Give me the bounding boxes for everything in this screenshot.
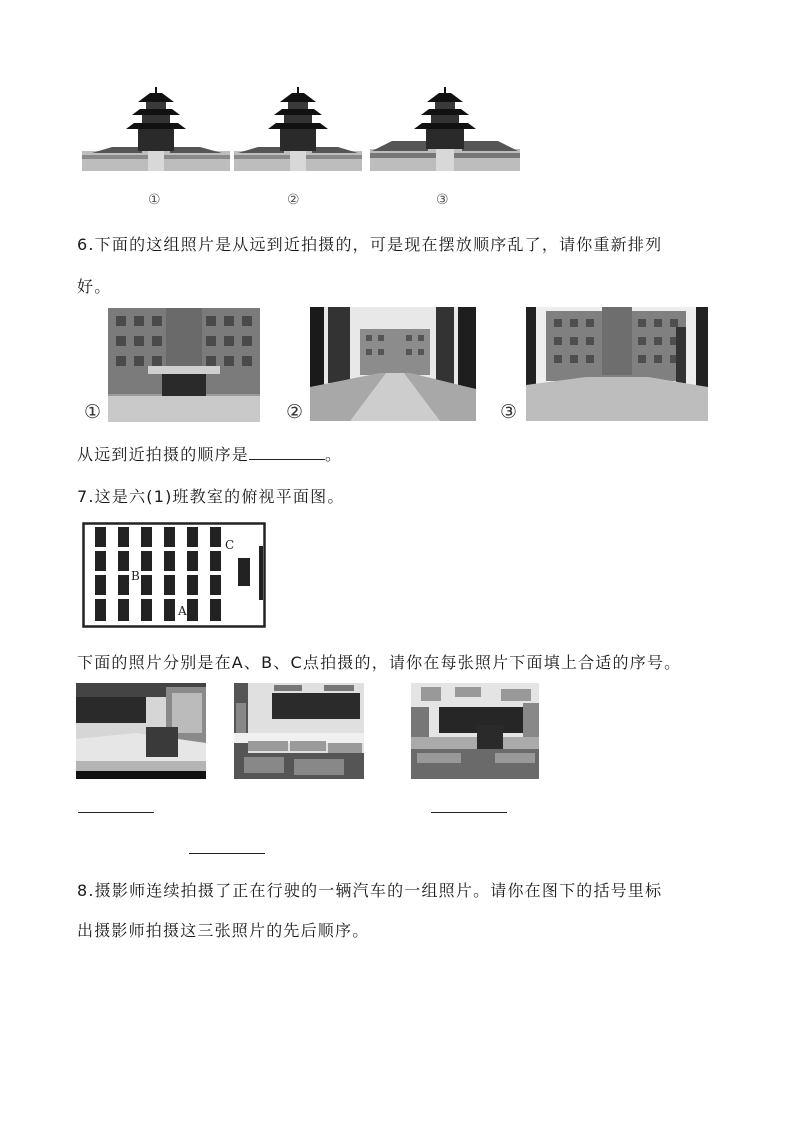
building-label-1: ① bbox=[84, 401, 102, 423]
plan-point-c: C bbox=[225, 538, 235, 552]
temple-label-1: ① bbox=[148, 192, 161, 208]
temple-label-2: ② bbox=[287, 192, 300, 208]
building-label-2: ② bbox=[286, 401, 304, 423]
q8-text-line1: 8.摄影师连续拍摄了正在行驶的一辆汽车的一组照片。请你在图下的括号里标 bbox=[77, 881, 663, 900]
building-photo-3 bbox=[526, 307, 708, 421]
q6-text-line2: 好。 bbox=[77, 277, 112, 296]
q8-text-line2: 出摄影师拍摄这三张照片的先后顺序。 bbox=[77, 921, 370, 940]
q7-answer-blank-3[interactable] bbox=[431, 812, 507, 813]
plan-point-b: B bbox=[131, 569, 140, 583]
q6-answer-suffix: 。 bbox=[325, 445, 343, 464]
temple-photo-2 bbox=[234, 85, 362, 171]
classroom-floor-plan bbox=[82, 522, 266, 628]
temple-photo-3 bbox=[370, 85, 520, 171]
temple-label-3: ③ bbox=[436, 192, 449, 208]
temple-photo-1 bbox=[82, 85, 230, 171]
q6-answer-line bbox=[77, 442, 342, 465]
q7-title: 7.这是六(1)班教室的俯视平面图。 bbox=[77, 487, 345, 506]
q7-answer-blank-1[interactable] bbox=[78, 812, 154, 813]
building-photo-1 bbox=[108, 308, 260, 422]
q7-instruction: 下面的照片分别是在A、B、C点拍摄的，请你在每张照片下面填上合适的序号。 bbox=[77, 653, 682, 672]
q6-text-line1: 6.下面的这组照片是从远到近拍摄的，可是现在摆放顺序乱了，请你重新排列 bbox=[77, 235, 663, 254]
plan-point-a: A bbox=[178, 604, 187, 618]
building-photo-2 bbox=[310, 307, 476, 421]
q6-answer-prefix: 从远到近拍摄的顺序是 bbox=[77, 445, 250, 464]
classroom-photo-2 bbox=[234, 683, 364, 779]
building-label-3: ③ bbox=[500, 401, 518, 423]
q7-answer-blank-2[interactable] bbox=[189, 853, 265, 854]
classroom-photo-1 bbox=[76, 683, 206, 779]
classroom-photo-3 bbox=[411, 683, 539, 779]
q6-answer-blank[interactable] bbox=[249, 445, 325, 460]
